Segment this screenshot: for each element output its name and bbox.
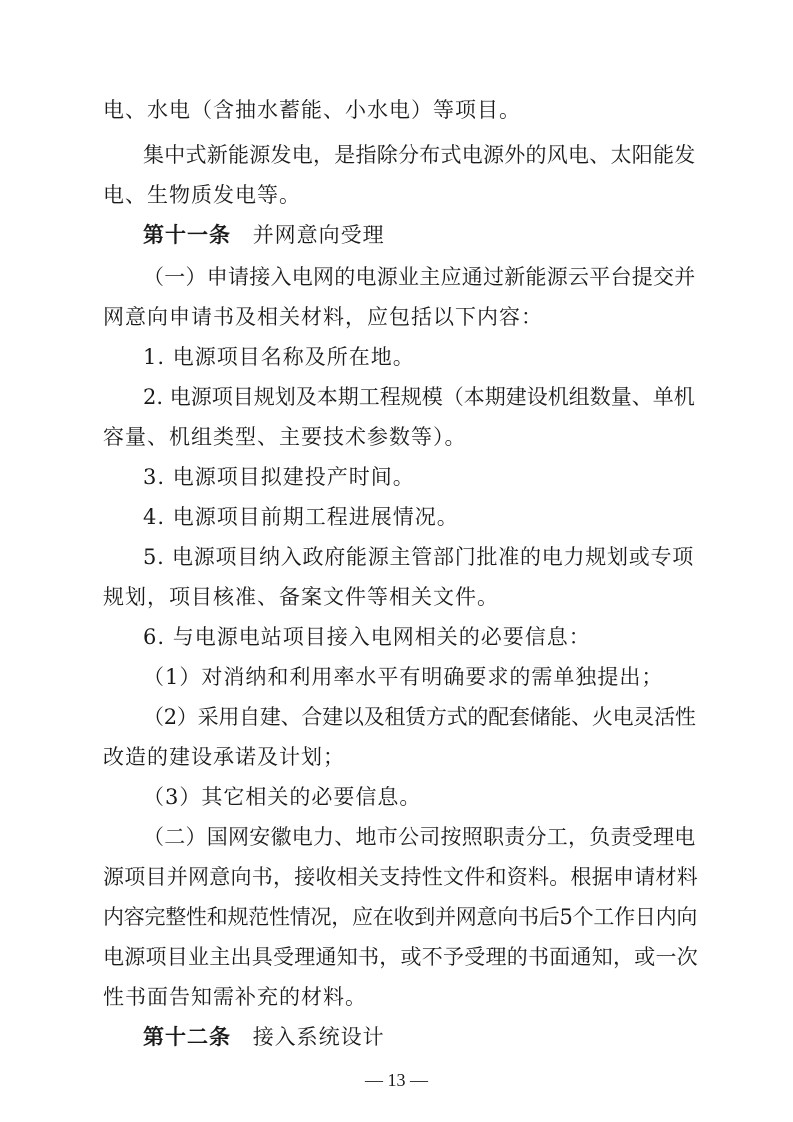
text-line: 4. 电源项目前期工程进展情况。 xyxy=(143,505,459,529)
text-line: 6. 与电源电站项目接入电网相关的必要信息： xyxy=(143,625,591,649)
text-line: 性书面告知需补充的材料。 xyxy=(103,985,367,1009)
text-line: 电、生物质发电等。 xyxy=(103,183,301,207)
text-line: 3. 电源项目拟建投产时间。 xyxy=(143,465,415,489)
text-line: 5. 电源项目纳入政府能源主管部门批准的电力规划或专项 xyxy=(143,545,694,569)
text-line: （2）采用自建、合建以及租赁方式的配套储能、火电灵活性 xyxy=(143,705,696,729)
text-line: 1. 电源项目名称及所在地。 xyxy=(143,345,415,369)
article-title: 接入系统设计 xyxy=(252,1025,385,1049)
text-line: 规划，项目核准、备案文件等相关文件。 xyxy=(103,585,499,609)
article-label: 第十一条 xyxy=(143,223,231,247)
text-line: （3）其它相关的必要信息。 xyxy=(143,785,422,809)
text-line: （1）对消纳和利用率水平有明确要求的需单独提出； xyxy=(143,665,664,689)
article-11-heading xyxy=(143,220,385,250)
text-line: 电、水电（含抽水蓄能、小水电）等项目。 xyxy=(103,98,521,122)
text-line: 容量、机组类型、主要技术参数等）。 xyxy=(103,425,467,449)
text-line: （一）申请接入电网的电源业主应通过新能源云平台提交并 xyxy=(143,265,696,289)
article-12-heading xyxy=(143,1022,385,1052)
text-line: 集中式新能源发电，是指除分布式电源外的风电、太阳能发 xyxy=(143,143,696,167)
page-number: — 13 — xyxy=(365,1070,428,1090)
article-title: 并网意向受理 xyxy=(252,223,385,247)
text-line: 2. 电源项目规划及本期工程规模（本期建设机组数量、单机 xyxy=(143,385,695,409)
article-label: 第十二条 xyxy=(143,1025,231,1049)
text-line: 内容完整性和规范性情况，应在收到并网意向书后5个工作日内向 xyxy=(103,905,698,929)
text-line: 源项目并网意向书，接收相关支持性文件和资料。根据申请材料 xyxy=(103,865,698,889)
text-line: （二）国网安徽电力、地市公司按照职责分工，负责受理电 xyxy=(143,825,696,849)
text-line: 改造的建设承诺及计划； xyxy=(103,745,345,769)
text-line: 网意向申请书及相关材料，应包括以下内容： xyxy=(103,305,543,329)
text-line: 电源项目业主出具受理通知书，或不予受理的书面通知，或一次 xyxy=(103,945,698,969)
